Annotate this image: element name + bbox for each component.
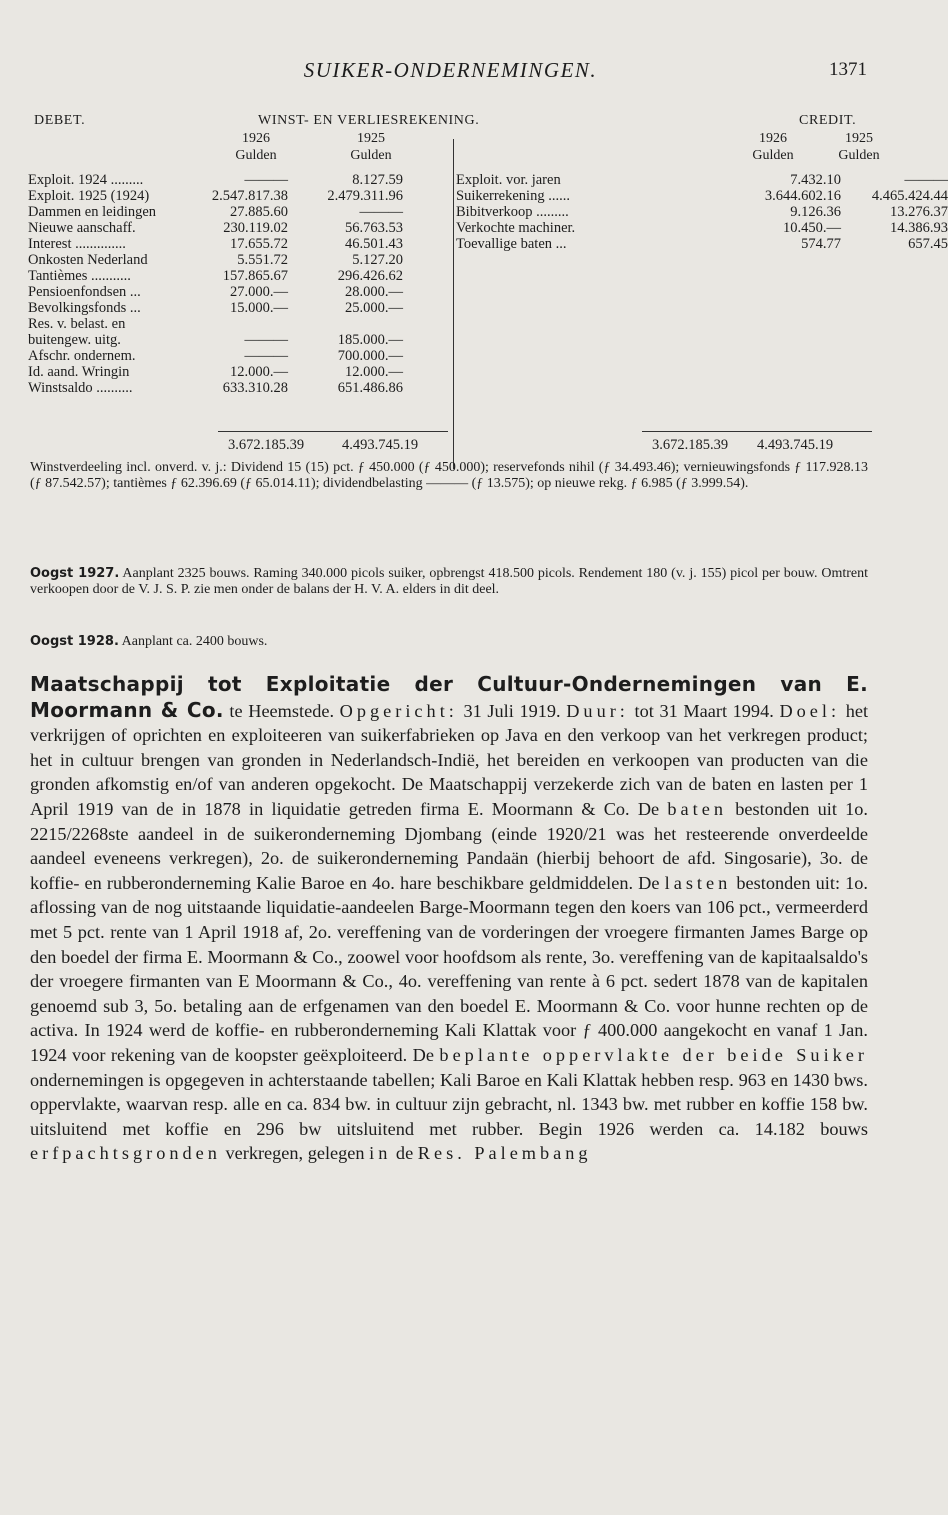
debit-row-label: Exploit. 1925 (1924) [28,188,150,204]
debit-row-v1: 15.000.— [230,300,288,316]
purpose-text: het verkrijgen of oprichten en exploiteeren van suikerfabrieken op Java en den verkoop van het verkregen product; het in cultuur brengen van gronden in Nederlandsch-Indië, het bereiden en verkoopen van producten van die gronden afkomstig en/of van anderen opgekocht. De Maatschappij verzekerde zich van de baten en lasten per 1 April 1919 van de in 1878 in liquidatie getreden firma E. Moormann & Co. De [30,700,869,819]
debit-row-v1: 5.551.72 [237,252,288,268]
profit-distribution-note: Winstverdeeling incl. onverd. v. j.: Dividend 15 (15) pct. ƒ 450.000 (ƒ 450.000); reservefonds nihil (ƒ 34.493.46); vernieuwingsfonds ƒ 117.928.13 (ƒ 87.542.57); tantièmes ƒ 62.396.69 (ƒ 65.014.11); dividendbelasting ——— (ƒ 13.575); op nieuwe rekg. ƒ 6.985 (ƒ 3.999.54). [30,460,868,491]
founded-label: Opgericht: [339,700,458,721]
planted-area-text: ondernemingen is opgegeven in achterstaande tabellen; Kali Baroe en Kali Klattak hebben resp. 963 en 1430 bws. oppervlakte, waarvan resp. alle en ca. 834 bw. in cultuur zijn gebracht, nl. 1343 bw. met rubber en koffie 158 bw. uitsluitend met koffie en 296 bw uitsluitend met rubber. Begin 1926 werden ca. 14.182 bouws [30,1069,868,1139]
credit-row [456,172,948,188]
residency-label: Res. Palembang [417,1143,592,1164]
de-text: de [391,1143,418,1164]
credit-row-v2: 13.276.37 [890,204,948,220]
debit-row-v1: ——— [244,172,288,188]
running-head [0,58,901,88]
debit-row-v2: 28.000.— [345,284,403,300]
debit-row-v2: 2.479.311.96 [327,188,403,204]
credit-total-1926: 3.672.185.39 [652,437,729,453]
debit-row-v1: ——— [244,332,288,348]
debit-row [28,284,448,300]
debit-row-v1: 157.865.67 [222,268,288,284]
assets-text: bestonden uit 1o. 2215/2268ste aandeel in de suikeronderneming Djombang (einde 1920/21 was het resteerende onverdeelde aandeel eveneens verkregen), 2o. de suikeronderneming Pandaän (hierbij behoort de afd. Singosarie), 3o. de koffie- en rubberonderneming Kalie Baroe en 4o. hare beschikbare geldmiddelen. De [30,798,868,893]
debit-unit-1926: Gulden [235,148,277,163]
debit-row-label: Exploit. 1924 ......... [28,172,144,188]
credit-row-v1: 574.77 [801,236,841,252]
page-number: 1371 [829,59,867,80]
debit-row-v1: 230.119.02 [223,220,288,236]
debit-row-label: Tantièmes ........... [28,268,131,284]
credit-row [456,236,948,252]
debit-row [28,172,448,188]
planted-area-label: beplante oppervlakte der beide Suiker [439,1044,868,1065]
assets-label: baten [667,798,727,819]
debit-row [28,316,448,332]
debit-row [28,268,448,284]
credit-row-v2: 4.465.424.44 [871,188,948,204]
credit-row-label: Verkochte machiner. [456,220,576,236]
credit-row-v1: 9.126.36 [790,204,841,220]
debit-row [28,364,448,380]
debit-year-1926: 1926 [242,131,270,146]
credit-row-v1: 10.450.— [783,220,841,236]
credit-row-label: Exploit. vor. jaren [456,172,561,188]
debit-row-v1: 2.547.817.38 [211,188,288,204]
debit-row [28,348,448,364]
debit-row-v2: 700.000.— [337,348,403,364]
debit-row-v2: 56.763.53 [345,220,403,236]
debit-row [28,204,448,220]
debit-row-v2: 8.127.59 [352,172,403,188]
debit-row-label: Winstsaldo .......... [28,380,133,396]
debit-row-v2: 25.000.— [345,300,403,316]
credit-unit-1926: Gulden [752,148,794,163]
debit-row [28,332,448,348]
credit-row-v2: 14.386.93 [890,220,948,236]
duration-label: Duur: [566,700,629,721]
debit-row-v2: 46.501.43 [345,236,403,252]
founded-date: 31 Juli 1919. [457,700,567,721]
leasehold-label: erfpachtsgronden [30,1143,221,1164]
credit-row-label: Toevallige baten ... [456,236,567,252]
debit-year-1925: 1925 [357,131,385,146]
debit-row-label: Res. v. belast. en [28,316,126,332]
credit-row-label: Suikerrekening ...... [456,188,570,204]
credit-row-v1: 7.432.10 [790,172,841,188]
liabilities-label: lasten [664,872,732,893]
running-title: SUIKER-ONDERNEMINGEN. [303,58,598,82]
harvest-1928-label: Oogst 1928. [30,634,119,649]
ledger-title: WINST- EN VERLIESREKENING. [258,113,480,128]
debit-unit-1925: Gulden [350,148,392,163]
debit-row [28,252,448,268]
credit-year-1925: 1925 [845,131,873,146]
debit-row-label: Pensioenfondsen ... [28,284,141,300]
credit-total-1925: 4.493.745.19 [757,437,834,453]
debit-row-v1: 27.885.60 [230,204,288,220]
debit-row-label: Id. aand. Wringin [28,364,130,380]
debit-row-v1: ——— [244,348,288,364]
harvest-1928-note [30,634,868,650]
credit-row [456,204,948,220]
credit-total-rule [642,431,872,432]
debit-row-label: Nieuwe aanschaff. [28,220,136,236]
harvest-1927-label: Oogst 1927. [30,566,120,581]
credit-row-v1: 3.644.602.16 [764,188,841,204]
profit-loss-account [28,113,948,453]
debit-row [28,236,448,252]
debit-row-label: Afschr. ondernem. [28,348,136,364]
debit-row-v2: 12.000.— [345,364,403,380]
debit-row-v1: 17.655.72 [230,236,288,252]
leasehold-text: verkregen, gelegen [220,1143,370,1164]
debit-row-v2: ——— [359,204,403,220]
debit-row [28,220,448,236]
debit-row-v2: 651.486.86 [337,380,403,396]
debit-total-1926: 3.672.185.39 [228,437,305,453]
company-article [30,672,868,1166]
debit-row-v1: 633.310.28 [222,380,288,396]
duration-text: tot 31 Maart 1994. [628,700,780,721]
debit-row-label: Bevolkingsfonds ... [28,300,141,316]
credit-year-1926: 1926 [759,131,787,146]
debit-row-label: Onkosten Nederland [28,252,148,268]
debit-total-rule [218,431,448,432]
credit-label: CREDIT. [799,113,857,128]
company-name: Maatschappij tot Exploitatie der Cultuur-Ondernemingen van E. Moormann & Co. [30,672,868,722]
harvest-1927-note [30,566,868,598]
in-label: in [369,1143,392,1164]
liabilities-text: bestonden uit: 1o. aflossing van de nog uitstaande liquidatie-aandeelen Barge-Moormann tegen den koers van 106 pct., vermeerderd met 5 pct. rente van 1 April 1918 af, 2o. vereffening van de vorderingen der vroegere firmanten James Barge op den boedel der firma E. Moormann & Co., zoowel voor hoofdsom als rente, 3o. vereffening van de kapitaalsaldo's der vroegere firmanten van E Moormann & Co., 4o. vereffening van rente à 6 pct. sedert 1878 van de kapitalen genoemd sub 3, 5o. betaling aan de erfgenamen van den boedel E. Moormann & Co. voor hunne rechten op de activa. In 1924 werd de koffie- en rubberonderneming Kali Klattak voor ƒ 400.000 aangekocht en vanaf 1 Jan. 1924 voor rekening van de koopster geëxploiteerd. De [30,872,868,1065]
column-divider [453,139,454,469]
debit-row-label: Dammen en leidingen [28,204,157,220]
harvest-1927-text: Aanplant 2325 bouws. Raming 340.000 picols suiker, opbrengst 418.500 picols. Rendement 180 (v. j. 155) picol per bouw. Omtrent verkoopen door de V. J. S. P. zie men onder de balans der H. V. A. elders in dit deel. [30,566,868,597]
credit-unit-1925: Gulden [838,148,880,163]
credit-row [456,188,948,204]
debit-row-v2: 5.127.20 [352,252,403,268]
purpose-label: Doel: [779,700,841,721]
harvest-1928-text: Aanplant ca. 2400 bouws. [121,634,268,649]
debet-label: DEBET. [34,113,86,128]
credit-row-v2: ——— [904,172,948,188]
debit-row-label: buitengew. uitg. [28,332,121,348]
company-place: te Heemstede. [223,700,340,721]
debit-row [28,380,448,396]
debit-row [28,300,448,316]
debit-row-label: Interest .............. [28,236,126,252]
credit-row [456,220,948,236]
credit-row-v2: 657.45 [908,236,948,252]
debit-total-1925: 4.493.745.19 [342,437,419,453]
debit-row-v1: 12.000.— [230,364,288,380]
debit-row-v2: 296.426.62 [337,268,403,284]
credit-row-label: Bibitverkoop ......... [456,204,569,220]
debit-row-v2: 185.000.— [337,332,403,348]
debit-row [28,188,448,204]
debit-row-v1: 27.000.— [230,284,288,300]
